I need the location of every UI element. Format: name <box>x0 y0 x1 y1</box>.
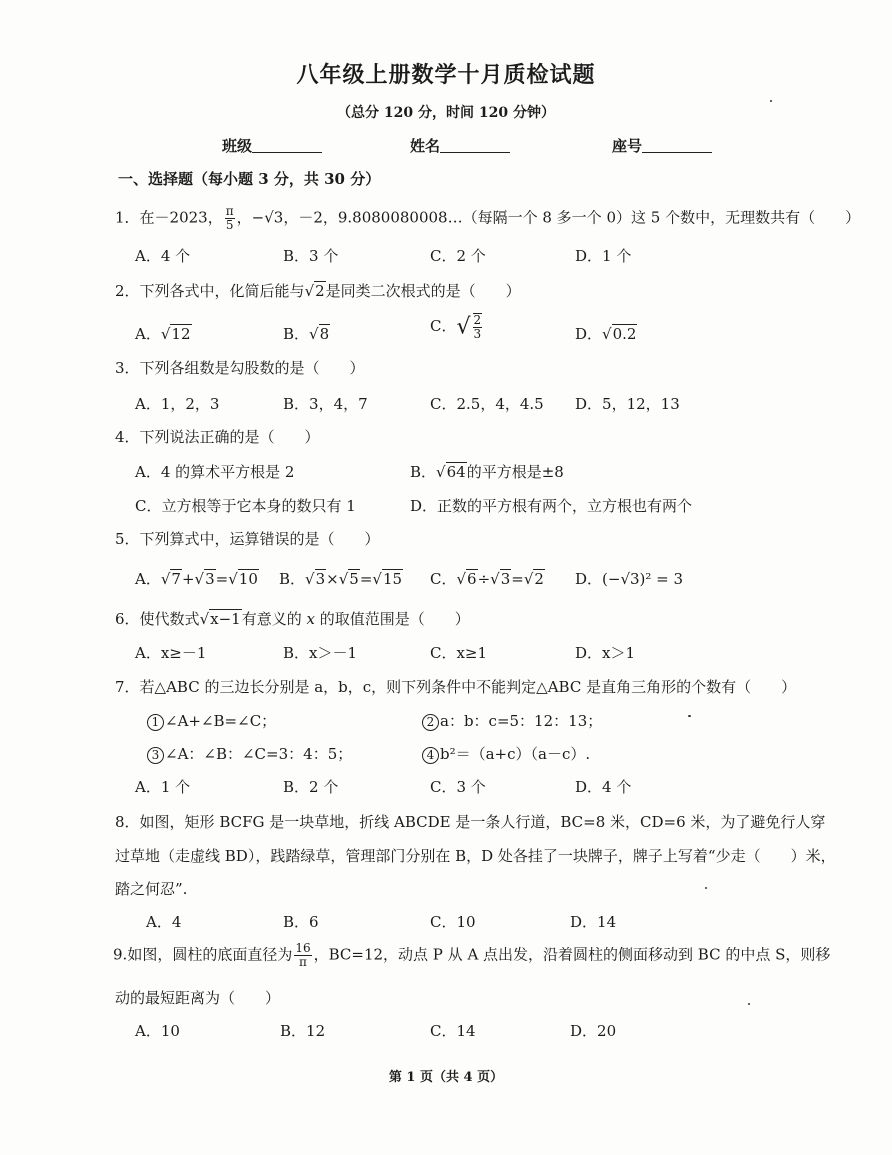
pi-over-5-fraction <box>225 205 235 232</box>
q2-stem-b: 是同类二次根式的是（ ） <box>325 282 521 300</box>
q6-option-b: B．x＞－1 <box>283 644 358 662</box>
q7-condition-3 <box>147 743 352 764</box>
q1-stem-rest: ，－2，9.8080080008…（每隔一个 8 多一个 0）这 5 个数中，无理数共有（ ） <box>283 208 861 227</box>
question-number: 9. <box>113 945 128 964</box>
option-letter: A． <box>135 570 161 588</box>
sqrt: √3 <box>305 570 326 588</box>
radicand: 64 <box>446 463 466 481</box>
question-2 <box>115 280 521 301</box>
option-letter: A． <box>135 325 161 343</box>
q9-stem-pre: 如图，圆柱的底面直径为 <box>127 945 293 964</box>
class-field <box>222 135 322 156</box>
sqrt: √7 <box>160 570 181 588</box>
radicand: 2 <box>315 282 325 300</box>
q1-option-d: D．1 个 <box>575 247 632 265</box>
q5-stem: 下列算式中，运算错误的是（ ） <box>139 530 380 548</box>
q9-stem-post: ，BC=12，动点 P 从 A 点出发，沿着圆柱的侧面移动到 BC 的中点 S，则移 <box>313 945 831 964</box>
radicand: 3 <box>205 570 215 588</box>
option-letter: B． <box>279 570 306 588</box>
q5-option-d: D．(−√3)² = 3 <box>575 570 684 588</box>
q6-option-a: A．x≥－1 <box>135 644 207 662</box>
sqrt: √2 <box>523 570 544 588</box>
circled-number: 3 <box>147 747 164 764</box>
option-text: 的平方根是±8 <box>466 463 564 481</box>
q8-line-3: 踏之何忍”. <box>115 880 188 898</box>
option-letter: D． <box>575 325 603 343</box>
radicand: 0.2 <box>612 325 637 343</box>
radicand: x−1 <box>210 610 241 628</box>
sqrt: √8 <box>309 325 330 343</box>
sqrt: √3 <box>194 570 215 588</box>
q6-stem-b: 有意义的 <box>241 610 302 628</box>
fraction-numerator: 2 <box>473 313 482 327</box>
option-letter: B． <box>283 325 310 343</box>
sqrt: √3 <box>490 570 511 588</box>
option-letter: C． <box>430 570 457 588</box>
q4-option-c: C．立方根等于它本身的数只有 1 <box>135 497 356 515</box>
question-number: 2． <box>115 282 140 300</box>
sqrt: √12 <box>160 325 191 343</box>
question-1 <box>115 205 860 232</box>
radicand: 5 <box>349 570 359 588</box>
q7-stem: 若△ABC 的三边长分别是 a，b，c，则下列条件中不能判定△ABC 是直角三角形的个数有（ ） <box>139 678 797 696</box>
radicand: 12 <box>171 325 191 343</box>
question-5 <box>115 528 380 549</box>
q1-stem-pre: 在－2023， <box>139 208 223 227</box>
q3-option-a: A．1，2，3 <box>135 395 220 413</box>
question-9 <box>113 942 830 969</box>
seat-blank <box>642 138 712 153</box>
q8-option-c: C．10 <box>430 913 476 931</box>
circled-number: 4 <box>422 747 439 764</box>
radicand: 7 <box>171 570 181 588</box>
q2-option-a <box>135 323 192 344</box>
question-7 <box>115 676 796 697</box>
operator: ÷ <box>477 570 491 588</box>
q3-option-d: D．5，12，13 <box>575 395 680 413</box>
q8-line-2: 过草地（走虚线 BD），践踏绿草，管理部门分别在 B，D 处各挂了一块牌子，牌子上写着“少走（ ）米， <box>115 847 836 865</box>
question-number: 5． <box>115 530 140 548</box>
radicand: 3 <box>500 570 511 588</box>
q8-line-1: 如图，矩形 BCFG 是一块草地，折线 ABCDE 是一条人行道，BC=8 米，CD=6 米，为了避免行人穿 <box>139 813 826 831</box>
exam-subtitle: （总分 120 分，时间 120 分钟） <box>337 105 555 121</box>
question-number: 8． <box>115 813 140 831</box>
question-3 <box>115 357 365 378</box>
q7-option-d: D．4 个 <box>575 778 632 796</box>
q6-stem-c: 的取值范围是（ ） <box>319 610 470 628</box>
equals: = <box>511 570 524 588</box>
sqrt: √6 <box>456 570 477 588</box>
q9-option-c: C．14 <box>430 1022 476 1040</box>
question-number: 3． <box>115 359 140 377</box>
q2-option-d <box>575 323 637 344</box>
q1-comma: ， <box>236 208 252 227</box>
exam-title: 八年级上册数学十月质检试题 <box>296 62 596 88</box>
condition-text: ∠A：∠B：∠C=3：4：5； <box>165 745 353 763</box>
question-number: 4． <box>115 428 140 446</box>
q8-option-b: B．6 <box>283 913 319 931</box>
q4-stem: 下列说法正确的是（ ） <box>139 428 320 446</box>
question-number: 6． <box>115 610 140 628</box>
q9-line-2: 动的最短距离为（ ） <box>115 989 281 1007</box>
equals: = <box>215 570 229 588</box>
radicand: 2 <box>534 570 544 588</box>
question-number: 1． <box>115 208 140 227</box>
sqrt-2: √2 <box>304 282 325 300</box>
q8-option-a: A．4 <box>146 913 182 931</box>
variable-x: x <box>306 610 315 628</box>
q5-option-b <box>279 568 403 589</box>
condition-text: b²＝（a+c）（a－c）. <box>440 745 591 763</box>
16-over-pi-fraction <box>294 942 311 969</box>
q1-neg-sqrt3: −√3 <box>251 208 284 227</box>
scan-speck <box>705 887 707 889</box>
option-letter: B． <box>410 463 437 481</box>
name-blank <box>440 138 510 153</box>
radicand: 8 <box>319 325 330 343</box>
radicand: 10 <box>238 570 258 588</box>
question-6 <box>115 608 470 629</box>
sqrt: √10 <box>228 570 258 588</box>
condition-text: a：b：c=5：12：13； <box>440 712 603 730</box>
equals: = <box>359 570 373 588</box>
section-heading: 一、选择题（每小题 3 分，共 30 分） <box>118 170 381 188</box>
q9-option-b: B．12 <box>280 1022 326 1040</box>
operator: + <box>181 570 195 588</box>
q6-option-c: C．x≥1 <box>430 644 488 662</box>
scan-speck <box>748 1003 750 1005</box>
name-label: 姓名 <box>410 137 441 155</box>
fraction-denominator: 5 <box>225 218 234 232</box>
class-blank <box>252 138 322 153</box>
q1-option-a: A．4 个 <box>135 247 191 265</box>
q1-option-c: C．2 个 <box>430 247 486 265</box>
question-number: 7． <box>115 678 140 696</box>
q2-option-b <box>283 323 330 344</box>
q1-option-b: B．3 个 <box>283 247 339 265</box>
q7-condition-4 <box>422 743 590 764</box>
q7-option-b: B．2 个 <box>283 778 339 796</box>
option-letter: C． <box>430 317 457 335</box>
q3-option-c: C．2.5，4，4.5 <box>430 395 544 413</box>
q3-option-b: B．3，4，7 <box>283 395 368 413</box>
sqrt: √15 <box>372 570 403 588</box>
condition-text: ∠A+∠B=∠C； <box>165 712 277 730</box>
circled-number: 1 <box>147 714 164 731</box>
seat-field <box>612 135 712 156</box>
q5-option-a <box>135 568 259 589</box>
q4-option-d: D．正数的平方根有两个，立方根也有两个 <box>410 497 693 515</box>
q7-condition-2 <box>422 710 602 731</box>
class-label: 班级 <box>222 137 253 155</box>
q9-option-d: D．20 <box>570 1022 617 1040</box>
fraction-denominator: π <box>299 955 307 969</box>
name-field <box>410 135 510 156</box>
q8-option-d: D．14 <box>570 913 617 931</box>
scan-speck <box>770 100 772 102</box>
q6-stem-a: 使代数式 <box>139 610 200 628</box>
sqrt: √0.2 <box>602 325 637 343</box>
q7-option-a: A．1 个 <box>135 778 191 796</box>
q7-condition-1 <box>147 710 276 731</box>
q5-option-c <box>430 568 545 589</box>
question-4 <box>115 426 320 447</box>
q4-option-a: A．4 的算术平方根是 2 <box>135 463 295 481</box>
sqrt: √x−1 <box>199 610 241 628</box>
q3-stem: 下列各组数是勾股数的是（ ） <box>139 359 365 377</box>
q7-option-c: C．3 个 <box>430 778 486 796</box>
page-footer: 第 1 页（共 4 页） <box>388 1070 504 1085</box>
q2-stem-a: 下列各式中，化简后能与 <box>139 282 305 300</box>
fraction-denominator: 3 <box>473 327 482 341</box>
sqrt: √64 <box>436 463 466 481</box>
radicand: 6 <box>467 570 477 588</box>
scan-speck <box>688 715 691 717</box>
operator: × <box>326 570 339 588</box>
q9-option-a: A．10 <box>135 1022 180 1040</box>
fraction-numerator: π <box>225 204 234 218</box>
radicand: 3 <box>315 570 326 588</box>
sqrt-fraction: √ $\frac{2}{3}$ <box>456 313 482 341</box>
radicand: 15 <box>382 570 403 588</box>
circled-number: 2 <box>422 714 439 731</box>
q6-option-d: D．x＞1 <box>575 644 636 662</box>
q2-option-c <box>430 313 484 341</box>
fraction-numerator: 16 <box>295 941 311 955</box>
seat-label: 座号 <box>612 137 643 155</box>
sqrt: √5 <box>338 570 359 588</box>
question-8 <box>115 811 825 832</box>
q4-option-b <box>410 461 564 482</box>
